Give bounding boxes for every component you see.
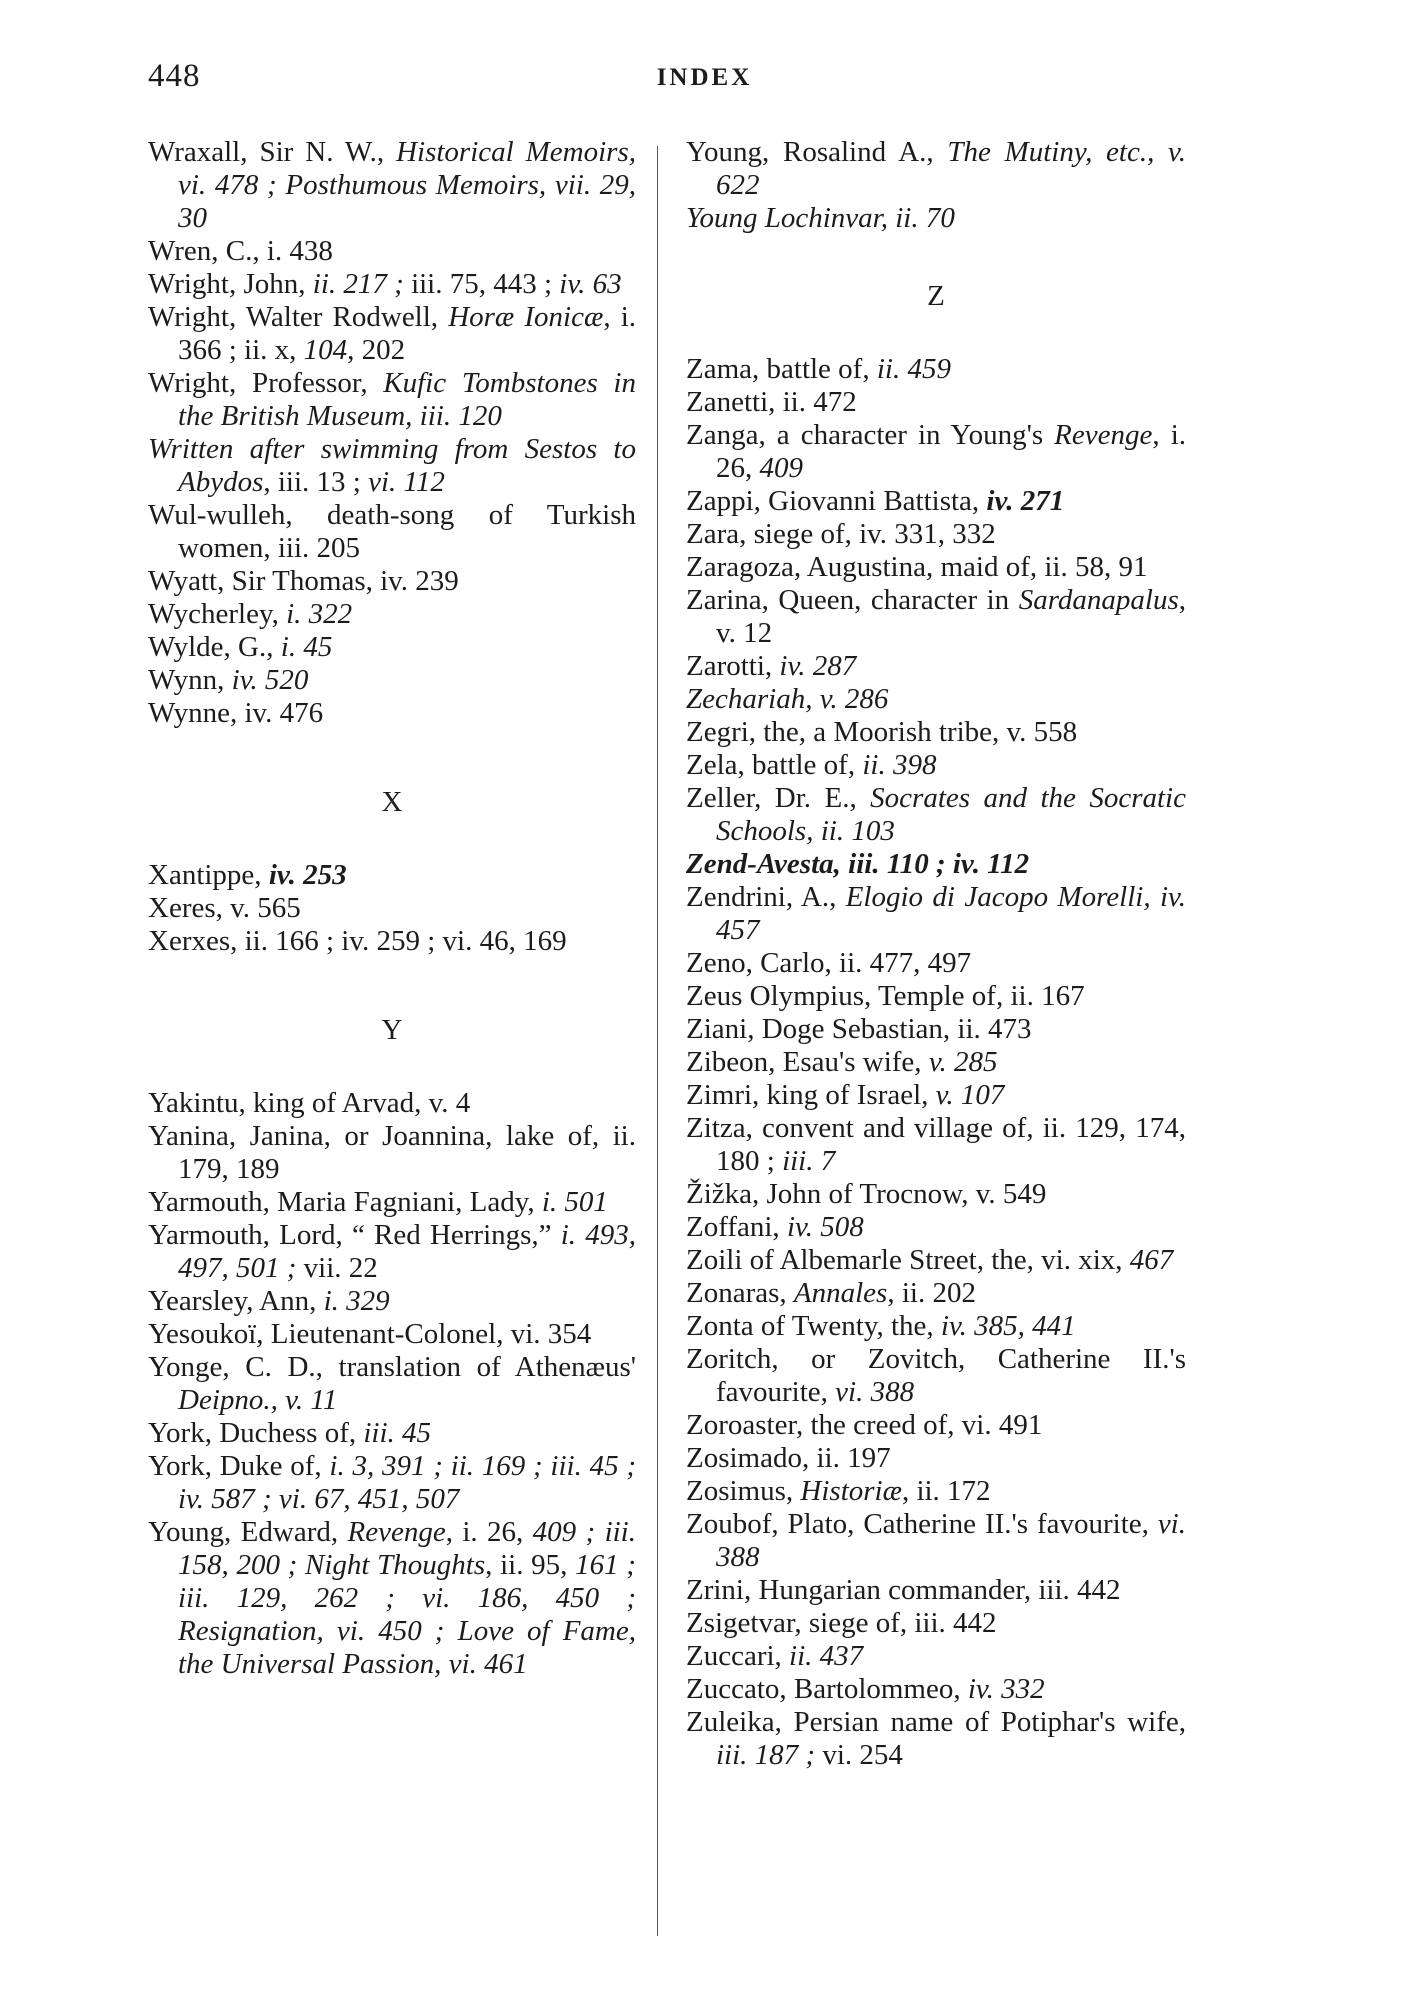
index-entry bbox=[148, 1120, 636, 1186]
index-entry bbox=[686, 584, 1186, 650]
entry-text: Zeus Olympius, Temple of, ii. 167 bbox=[686, 980, 1085, 1012]
entry-text: Zara, siege of, iv. 331, 332 bbox=[686, 518, 996, 550]
entry-text: iii. 45 bbox=[363, 1417, 432, 1449]
entry-text: Historiæ bbox=[800, 1475, 902, 1507]
index-entry bbox=[686, 1442, 1186, 1475]
entry-text: Zaragoza, Augustina, maid of, ii. 58, 91 bbox=[686, 551, 1148, 583]
index-entry bbox=[148, 136, 636, 235]
entry-text: Zrini, Hungarian commander, iii. 442 bbox=[686, 1574, 1121, 1606]
entry-text: Zonta of Twenty, the, bbox=[686, 1310, 941, 1342]
index-entry bbox=[148, 1450, 636, 1516]
index-entry bbox=[148, 367, 636, 433]
entry-text: Zoili of Albemarle Street, the, vi. xix, bbox=[686, 1244, 1130, 1276]
index-entry bbox=[686, 518, 1186, 551]
index-entry bbox=[686, 881, 1186, 947]
entry-text: Wraxall, Sir N. W., bbox=[148, 136, 397, 168]
index-column-right bbox=[686, 136, 1186, 1772]
entry-text: iv. 63 bbox=[559, 268, 622, 300]
entry-text: Xeres, v. 565 bbox=[148, 892, 301, 924]
index-entry bbox=[686, 202, 1186, 235]
section-heading-y: Y bbox=[381, 1014, 403, 1046]
entry-text: Zegri, the, a Moorish tribe, v. 558 bbox=[686, 716, 1078, 748]
entry-text: , ii. 172 bbox=[901, 1475, 991, 1507]
entry-text: i. 3, 391 ; ii. 169 ; iii. 45 ; iv. 587 ; vi. 67, 451, 507 bbox=[178, 1450, 636, 1515]
entry-text: Zoubof, Plato, Catherine II.'s favourite, bbox=[686, 1508, 1158, 1540]
entry-text: Zitza, convent and village of, ii. 129, 174, 180 ; bbox=[686, 1112, 1186, 1177]
index-entry bbox=[148, 664, 636, 697]
index-entry bbox=[686, 683, 1186, 716]
index-entry bbox=[686, 1640, 1186, 1673]
entry-text: Kufic Tombstones in the British Museum, iii. 120 bbox=[178, 367, 636, 432]
section-heading-z: Z bbox=[927, 280, 945, 312]
entry-text: Zendrini, A., bbox=[686, 881, 846, 913]
entry-text: Wright, Professor, bbox=[148, 367, 384, 399]
index-entry bbox=[686, 485, 1186, 518]
index-entry bbox=[686, 1343, 1186, 1409]
entry-text: Žižka, John of Trocnow, v. 549 bbox=[686, 1178, 1047, 1210]
entry-text: vi. 388 bbox=[716, 1508, 1186, 1573]
index-entry bbox=[148, 1285, 636, 1318]
index-entry bbox=[686, 1013, 1186, 1046]
entry-text: York, Duchess of, bbox=[148, 1417, 364, 1449]
entry-text: , 202 bbox=[347, 334, 406, 366]
entry-text: i. 501 bbox=[541, 1186, 608, 1218]
running-head: INDEX bbox=[656, 64, 753, 91]
entry-text: Yonge, C. D., translation of Athenæus' bbox=[148, 1351, 636, 1383]
index-entry bbox=[148, 1516, 636, 1681]
entry-text: The Mutiny, etc., v. 622 bbox=[716, 136, 1187, 201]
entry-text: , i. 366 ; ii. x, bbox=[178, 301, 637, 366]
entry-text: Sardanapalus bbox=[1018, 584, 1179, 616]
index-entry bbox=[686, 716, 1186, 749]
index-entry bbox=[148, 433, 636, 499]
entry-text: iv. 508 bbox=[786, 1211, 864, 1243]
entry-text: Yakintu, king of Arvad, v. 4 bbox=[148, 1087, 471, 1119]
entry-text: Deipno., v. 11 bbox=[178, 1384, 338, 1416]
index-entry bbox=[686, 551, 1186, 584]
entry-text: Zoritch, or Zovitch, Catherine II.'s favourite, bbox=[686, 1343, 1186, 1408]
entry-text: i. 329 bbox=[323, 1285, 390, 1317]
entry-text: ii. 459 bbox=[876, 353, 951, 385]
index-entry bbox=[686, 1574, 1186, 1607]
entry-text: Zeller, Dr. E., bbox=[686, 782, 871, 814]
entry-text: Revenge bbox=[347, 1516, 446, 1548]
entry-text: iv. 385, 441 bbox=[940, 1310, 1076, 1342]
entry-text: Young, Rosalind A., bbox=[686, 136, 948, 168]
index-entry bbox=[686, 980, 1186, 1013]
entry-group-x bbox=[148, 859, 636, 958]
entry-text: v. 285 bbox=[928, 1046, 998, 1078]
index-entry bbox=[686, 1310, 1186, 1343]
entry-text: ii. 398 bbox=[862, 749, 937, 781]
index-entry bbox=[686, 1607, 1186, 1640]
entry-text: ii. 217 ; bbox=[312, 268, 404, 300]
entry-text: , i. 26, bbox=[716, 419, 1186, 484]
entry-text: Zonaras, bbox=[686, 1277, 794, 1309]
index-entry bbox=[686, 1508, 1186, 1574]
entry-text: Wren, C., i. 438 bbox=[148, 235, 333, 267]
entry-text: Zoffani, bbox=[686, 1211, 787, 1243]
entry-text: vi. 254 bbox=[815, 1739, 903, 1771]
index-entry bbox=[148, 697, 636, 730]
entry-text: i. 322 bbox=[286, 598, 353, 630]
index-entry bbox=[686, 1046, 1186, 1079]
index-entry bbox=[686, 848, 1186, 881]
entry-text: , iii. 13 ; bbox=[263, 466, 369, 498]
entry-text: Zsigetvar, siege of, iii. 442 bbox=[686, 1607, 997, 1639]
index-entry bbox=[686, 1673, 1186, 1706]
entry-text: Zend-Avesta, iii. 110 ; iv. 112 bbox=[686, 848, 1030, 880]
entry-text: , v. 12 bbox=[716, 584, 1186, 649]
entry-text: vi. 388 bbox=[835, 1376, 915, 1408]
entry-text: , ii. 95, bbox=[485, 1549, 576, 1581]
entry-text: Historical Memoirs, vi. 478 ; Posthumous Memoirs, vii. 29, 30 bbox=[178, 136, 636, 234]
entry-text: Yarmouth, Maria Fagniani, Lady, bbox=[148, 1186, 542, 1218]
entry-text: Yanina, Janina, or Joannina, lake of, ii. 179, 189 bbox=[148, 1120, 636, 1185]
index-entry bbox=[686, 1178, 1186, 1211]
page-number: 448 bbox=[148, 58, 201, 94]
entry-text: Socrates and the Socratic Schools, ii. 103 bbox=[716, 782, 1186, 847]
entry-text: Zechariah, v. 286 bbox=[686, 683, 889, 715]
entry-text: Zuccato, Bartolommeo, bbox=[686, 1673, 968, 1705]
index-entry bbox=[148, 268, 636, 301]
entry-group-y bbox=[148, 1087, 636, 1681]
index-entry bbox=[148, 565, 636, 598]
entry-text: iv. 287 bbox=[779, 650, 857, 682]
entry-text: Wynn, bbox=[148, 664, 232, 696]
index-entry bbox=[686, 1211, 1186, 1244]
entry-text: Wul-wulleh, death-song of Turkish women, iii. 205 bbox=[148, 499, 636, 564]
entry-text: v. 107 bbox=[935, 1079, 1005, 1111]
entry-text: Young, Edward, bbox=[148, 1516, 348, 1548]
entry-text: 409 bbox=[759, 452, 803, 484]
index-entry bbox=[148, 892, 636, 925]
index-entry bbox=[148, 1417, 636, 1450]
index-entry bbox=[148, 1318, 636, 1351]
index-entry bbox=[686, 1409, 1186, 1442]
index-entry bbox=[686, 947, 1186, 980]
section-heading-x: X bbox=[381, 786, 403, 818]
entry-text: i. 45 bbox=[280, 631, 333, 663]
entry-text: Xerxes, ii. 166 ; iv. 259 ; vi. 46, 169 bbox=[148, 925, 567, 957]
entry-text: Elogio di Jacopo Morelli, iv. 457 bbox=[716, 881, 1186, 946]
column-divider bbox=[657, 146, 658, 1936]
index-column-left bbox=[148, 136, 636, 1681]
index-entry bbox=[148, 598, 636, 631]
entry-text: Ziani, Doge Sebastian, ii. 473 bbox=[686, 1013, 1032, 1045]
entry-group-y-continued bbox=[686, 136, 1186, 235]
entry-text: Zela, battle of, bbox=[686, 749, 863, 781]
index-entry bbox=[148, 1351, 636, 1417]
entry-text: Wycherley, bbox=[148, 598, 287, 630]
entry-text: 161 ; iii. 129, 262 ; vi. 186, 450 ; Resignation, vi. 450 ; Love of Fame, the Universal Passion, vi. 461 bbox=[178, 1549, 636, 1680]
index-entry bbox=[686, 1112, 1186, 1178]
entry-text: Zosimus, bbox=[686, 1475, 801, 1507]
index-entry bbox=[686, 1079, 1186, 1112]
index-entry bbox=[686, 1475, 1186, 1508]
entry-text: Wylde, G., bbox=[148, 631, 281, 663]
index-entry bbox=[148, 499, 636, 565]
entry-text: Yearsley, Ann, bbox=[148, 1285, 324, 1317]
entry-group-z bbox=[686, 353, 1186, 1772]
entry-text: , ii. 202 bbox=[887, 1277, 976, 1309]
index-entry bbox=[686, 1706, 1186, 1772]
index-entry bbox=[686, 650, 1186, 683]
entry-text: Zosimado, ii. 197 bbox=[686, 1442, 891, 1474]
entry-text: Yesoukoï, Lieutenant-Colonel, vi. 354 bbox=[148, 1318, 592, 1350]
index-entry bbox=[148, 1219, 636, 1285]
entry-text: vii. 22 bbox=[296, 1252, 378, 1284]
entry-text: Zanetti, ii. 472 bbox=[686, 386, 857, 418]
entry-text: , i. 26, bbox=[445, 1516, 533, 1548]
entry-text: Zanga, a character in Young's bbox=[686, 419, 1055, 451]
entry-text: i. 493, 497, 501 ; bbox=[178, 1219, 637, 1284]
entry-text: Xantippe, bbox=[148, 859, 269, 891]
entry-text: Zeno, Carlo, ii. 477, 497 bbox=[686, 947, 972, 979]
entry-text: Zibeon, Esau's wife, bbox=[686, 1046, 929, 1078]
index-entry bbox=[148, 1186, 636, 1219]
entry-text: Zuleika, Persian name of Potiphar's wife, bbox=[686, 1706, 1186, 1738]
index-entry bbox=[686, 419, 1186, 485]
index-entry bbox=[686, 782, 1186, 848]
entry-text: Revenge bbox=[1054, 419, 1153, 451]
entry-text: Wyatt, Sir Thomas, iv. 239 bbox=[148, 565, 459, 597]
index-entry bbox=[148, 925, 636, 958]
entry-text: Annales bbox=[793, 1277, 888, 1309]
index-entry bbox=[148, 631, 636, 664]
entry-text: Zarotti, bbox=[686, 650, 780, 682]
index-entry bbox=[686, 136, 1186, 202]
entry-text: vi. 112 bbox=[368, 466, 445, 498]
entry-text: iv. 332 bbox=[967, 1673, 1045, 1705]
entry-text: iv. 253 bbox=[268, 859, 347, 891]
entry-group-w bbox=[148, 136, 636, 730]
entry-text: York, Duke of, bbox=[148, 1450, 330, 1482]
index-entry bbox=[686, 749, 1186, 782]
index-entry bbox=[148, 235, 636, 268]
entry-text: ii. 437 bbox=[789, 1640, 864, 1672]
index-entry bbox=[686, 353, 1186, 386]
index-entry bbox=[686, 386, 1186, 419]
index-entry bbox=[148, 301, 636, 367]
entry-text: Wright, Walter Rodwell, bbox=[148, 301, 449, 333]
entry-text: Yarmouth, Lord, “ Red Herrings,” bbox=[148, 1219, 561, 1251]
entry-text: Zappi, Giovanni Battista, bbox=[686, 485, 987, 517]
index-entry bbox=[148, 859, 636, 892]
entry-text: Horæ Ionicæ bbox=[448, 301, 604, 333]
entry-text: 409 ; iii. 158, 200 ; Night Thoughts bbox=[178, 1516, 636, 1581]
entry-text: iii. 75, 443 ; bbox=[403, 268, 560, 300]
entry-text: Written after swimming from Sestos to Abydos bbox=[148, 433, 636, 498]
index-entry bbox=[148, 1087, 636, 1120]
entry-text: iv. 271 bbox=[986, 485, 1065, 517]
entry-text: iv. 520 bbox=[231, 664, 309, 696]
index-entry bbox=[686, 1277, 1186, 1310]
entry-text: iii. 7 bbox=[782, 1145, 836, 1177]
entry-text: iii. 187 ; bbox=[716, 1739, 816, 1771]
entry-text: Zoroaster, the creed of, vi. 491 bbox=[686, 1409, 1043, 1441]
entry-text: Wynne, iv. 476 bbox=[148, 697, 324, 729]
entry-text: 104 bbox=[303, 334, 348, 366]
entry-text: Zarina, Queen, character in bbox=[686, 584, 1019, 616]
entry-text: Wright, John, bbox=[148, 268, 313, 300]
entry-text: Zimri, king of Israel, bbox=[686, 1079, 936, 1111]
entry-text: 467 bbox=[1129, 1244, 1174, 1276]
entry-text: Young Lochinvar, ii. 70 bbox=[686, 202, 955, 234]
entry-text: Zuccari, bbox=[686, 1640, 790, 1672]
entry-text: Zama, battle of, bbox=[686, 353, 877, 385]
index-entry bbox=[686, 1244, 1186, 1277]
